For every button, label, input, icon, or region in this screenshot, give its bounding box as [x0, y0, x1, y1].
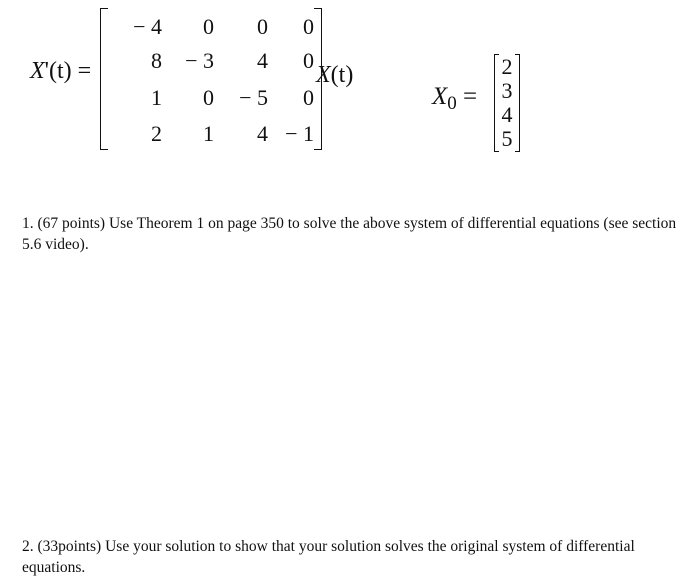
question-1: 1. (67 points) Use Theorem 1 on page 350 to solve the above system of differential equations (see section 5.6 video).	[22, 215, 677, 253]
initial-condition-vector	[494, 54, 520, 152]
matrix-cell-r1-c0: 8	[151, 48, 162, 73]
lhs-variable: X	[30, 58, 45, 84]
rhs-variable: X	[316, 62, 331, 88]
x0-variable: X	[432, 83, 448, 110]
matrix-cell-r3-c2: 4	[257, 121, 268, 146]
vector-entry-0: 2	[501, 54, 513, 79]
matrix-cell-r0-c3: 0	[303, 14, 314, 39]
matrix-cell-r0-c2: 0	[257, 14, 268, 39]
matrix-cell-r2-c1: 0	[203, 85, 214, 110]
matrix-cell-r3-c1: 1	[203, 121, 214, 146]
vector-right-bracket	[515, 54, 520, 152]
equation-rhs	[316, 62, 353, 89]
question-2: 2. (33points) Use your solution to show that your solution solves the original system of differential equations.	[22, 538, 635, 576]
matrix-left-bracket	[100, 8, 108, 150]
x0-equals: =	[456, 83, 478, 110]
lhs-derivative-text: '(t) =	[44, 58, 92, 84]
matrix-cell-r2-c2: − 5	[239, 85, 268, 110]
coefficient-matrix	[100, 8, 322, 150]
matrix-cell-r0-c0: − 4	[133, 14, 162, 39]
matrix-cell-r0-c1: 0	[203, 14, 214, 39]
matrix-cell-r1-c3: 0	[303, 48, 314, 73]
matrix-cell-r3-c3: − 1	[285, 121, 314, 146]
matrix-cell-r3-c0: 2	[151, 121, 162, 146]
matrix-cell-r2-c3: 0	[303, 85, 314, 110]
x0-subscript: 0	[447, 93, 457, 114]
rhs-argument-text: (t)	[330, 62, 354, 88]
matrix-cell-r2-c0: 1	[151, 85, 162, 110]
initial-condition-label	[432, 83, 477, 115]
matrix-cell-r1-c1: − 3	[185, 48, 214, 73]
vector-entry-3: 5	[501, 126, 513, 151]
vector-entry-1: 3	[501, 78, 513, 103]
matrix-cell-r1-c2: 4	[257, 48, 268, 73]
vector-entry-2: 4	[501, 102, 513, 127]
equation-lhs	[30, 58, 91, 85]
